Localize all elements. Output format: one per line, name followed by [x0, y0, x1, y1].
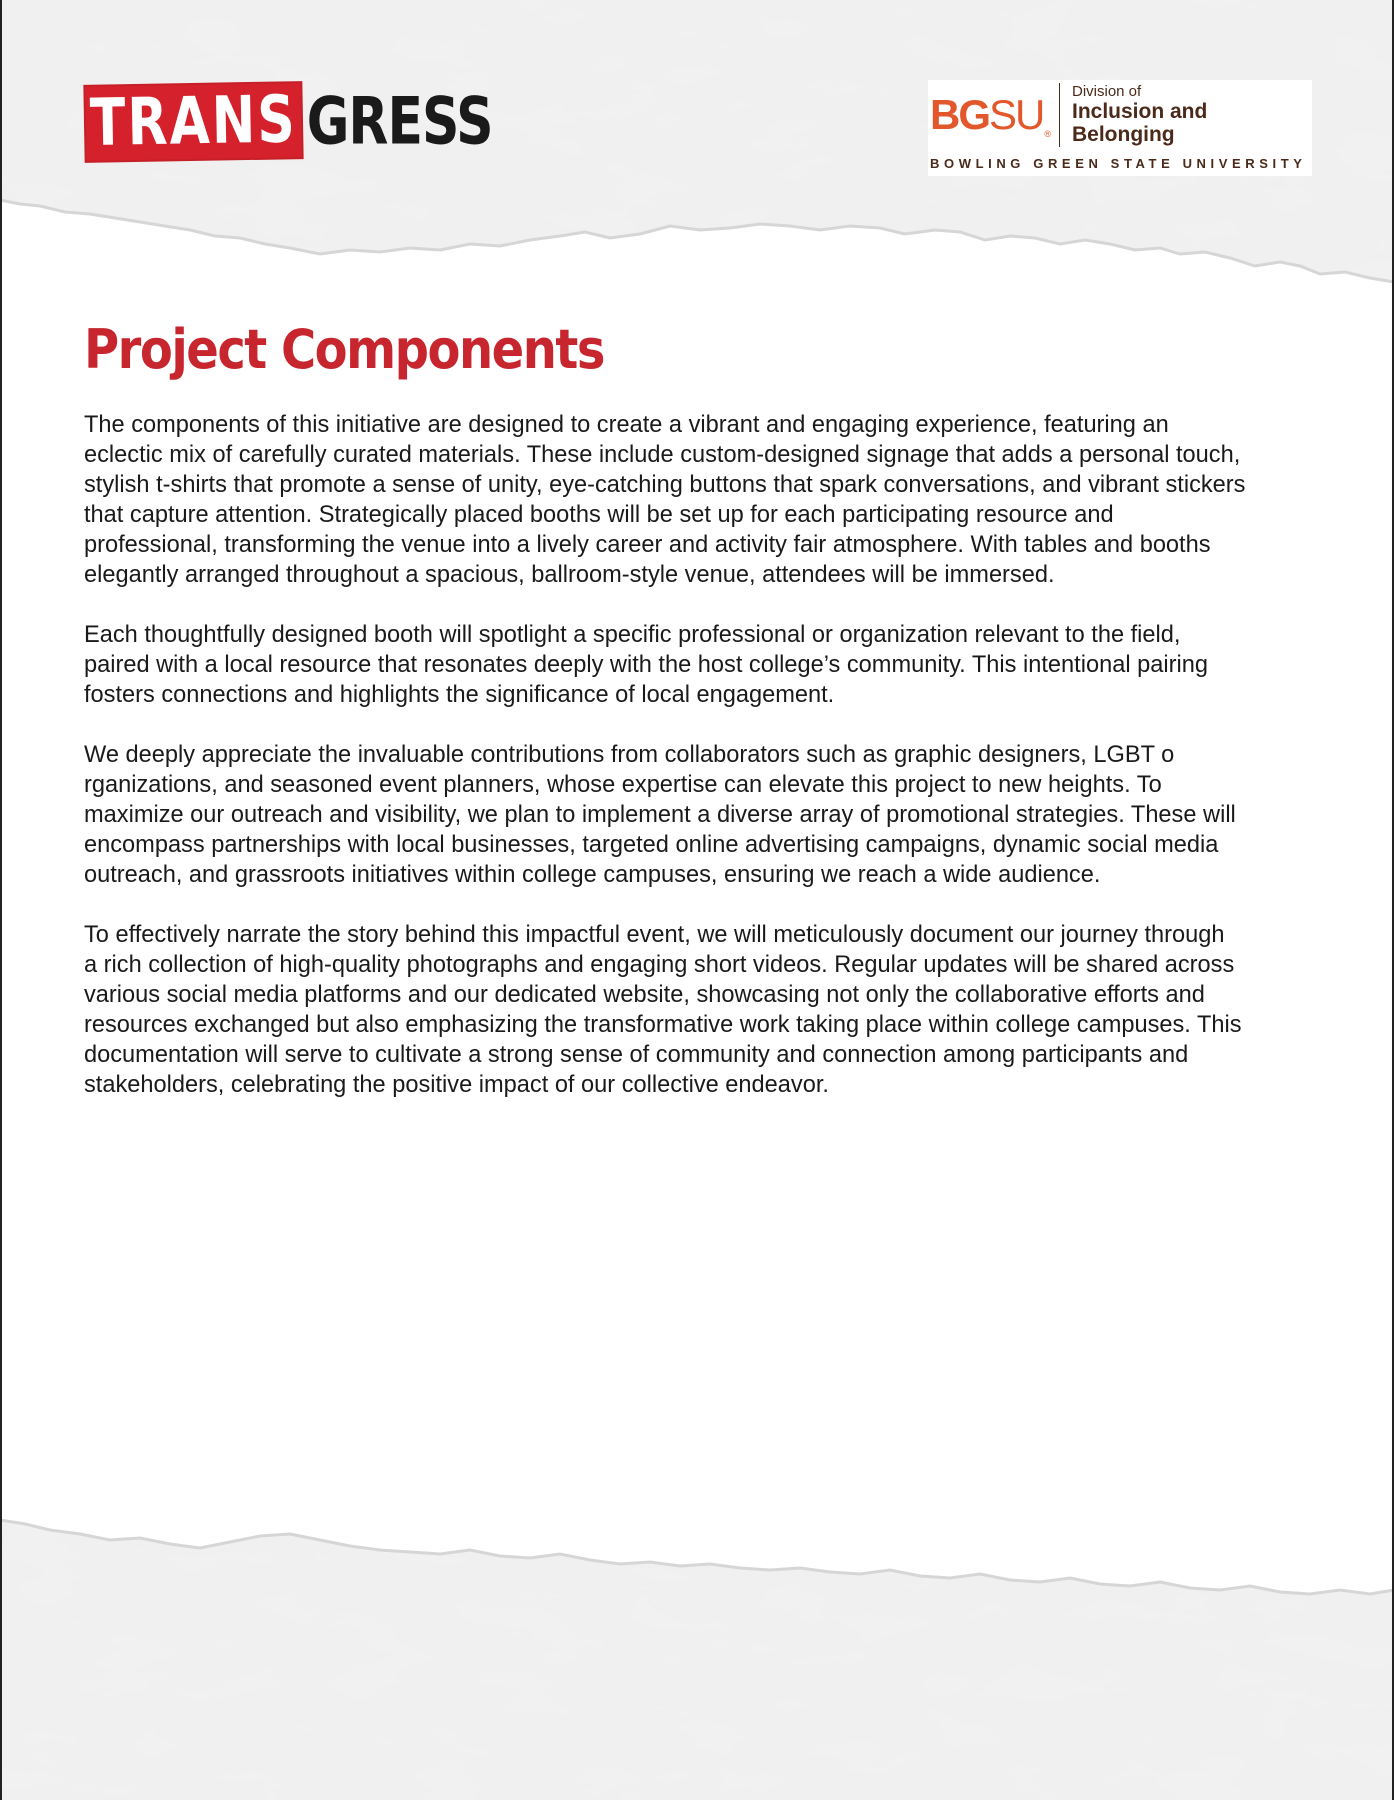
torn-paper-bottom: [0, 1500, 1394, 1800]
bgsu-division-name: Inclusion and Belonging: [1071, 100, 1208, 147]
transgress-logo: [84, 82, 493, 162]
paragraph-2: Each thoughtfully designed booth will spotlight a specific professional or organization relevant to the field, paired with a local resource that resonates deeply with the host college’s community. This intentional pairing fosters connections and highlights the significance of local engagement.: [84, 622, 1208, 708]
transgress-logo-trans-block: [83, 81, 303, 163]
bgsu-registered-mark: ®: [1044, 129, 1049, 139]
bgsu-division-label: [1072, 84, 1312, 147]
paragraph-3: We deeply appreciate the invaluable contributions from collaborators such as graphic designers, LGBT o rganizations, and seasoned event planners, whose expertise can elevate this project to new heights. To maximize our outreach and visibility, we plan to implement a diverse array of promotional strategies. These will encompass partnerships with local businesses, targeted online advertising campaigns, dynamic social media outreach, and grassroots initiatives within college campuses, ensuring we reach a wide audience.: [84, 742, 1236, 888]
paragraph-4: To effectively narrate the story behind this impactful event, we will meticulously document our journey through a rich collection of high-quality photographs and engaging short videos. Regular updates will be shared across various social media platforms and our dedicated website, showcasing not only the collaborative efforts and resources exchanged but also emphasizing the transformative work taking place within college campuses. This documentation will serve to cultivate a strong sense of community and connection among participants and stakeholders, celebrating the positive impact of our collective endeavor.: [84, 922, 1242, 1098]
bgsu-logo: [928, 80, 1312, 176]
page-title: Project Components: [84, 318, 604, 382]
bgsu-mark-bold: BG: [930, 91, 989, 138]
main-content: [84, 318, 1314, 1130]
bgsu-wordmark: [928, 91, 1049, 139]
bgsu-division-small: Division of: [1071, 82, 1142, 100]
paragraph-1: The components of this initiative are designed to create a vibrant and engaging experience, featuring an eclectic mix of carefully curated materials. These include custom-designed signage that adds a personal touch, stylish t-shirts that promote a sense of unity, eye-catching buttons that spark conversations, and vibrant stickers that capture attention. Strategically placed booths will be set up for each participating resource and professional, transforming the venue into a lively career and activity fair atmosphere. With tables and booths elegantly arranged throughout a spacious, ballroom-style venue, attendees will be immersed.: [84, 412, 1246, 588]
bgsu-divider: [1059, 83, 1060, 147]
bgsu-university-name: BOWLING GREEN STATE UNIVERSITY: [930, 156, 1307, 171]
transgress-logo-gress-text: GRESS: [306, 84, 493, 160]
transgress-logo-trans-text: TRANS: [89, 82, 298, 162]
bgsu-mark-light: SU: [989, 91, 1044, 138]
